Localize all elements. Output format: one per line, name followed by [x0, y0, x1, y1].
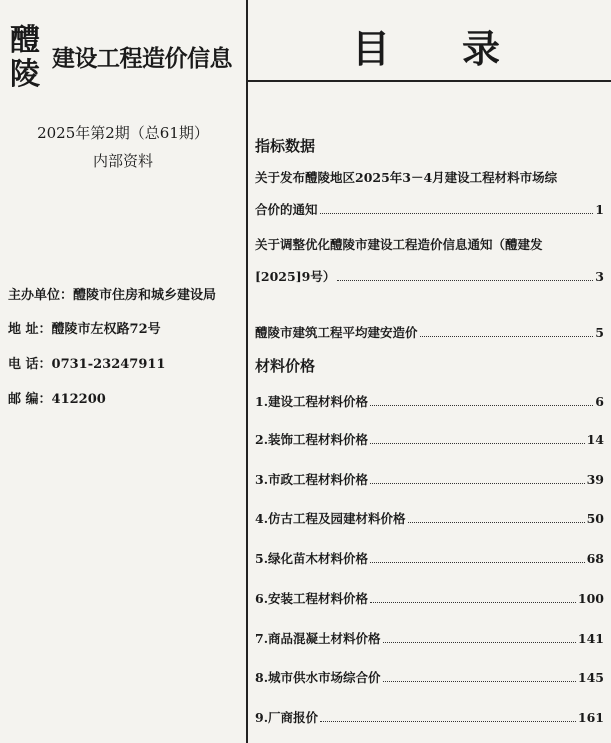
toc-entry-page: 1: [595, 202, 604, 217]
toc-entry[interactable]: [255, 235, 604, 285]
toc-entry-page: 6: [595, 394, 604, 409]
sponsor-row: [8, 284, 216, 303]
toc-entry[interactable]: [255, 668, 604, 686]
section-heading-materials: 材料价格: [255, 357, 316, 375]
toc-entry-page: 141: [577, 631, 604, 646]
toc-entry-line2: [2025]9号）: [255, 269, 336, 284]
toc-entry[interactable]: [255, 430, 604, 448]
issue-number: 2025年第2期（总61期）: [37, 124, 209, 142]
dot-leader: [420, 326, 594, 337]
toc-entry[interactable]: [255, 549, 604, 567]
toc-entry-line1: 关于调整优化醴陵市建设工程造价信息通知（醴建发: [255, 237, 543, 252]
postcode-row: [8, 388, 106, 407]
publication-title: 建设工程造价信息: [52, 46, 232, 72]
dot-leader: [370, 433, 585, 444]
toc-entry-line2: 合价的通知: [255, 202, 318, 217]
dot-leader: [383, 632, 576, 643]
dot-leader: [370, 552, 585, 563]
sponsor-label: 主办单位：: [8, 288, 74, 303]
toc-entry-text: 5.绿化苗木材料价格: [255, 551, 369, 566]
toc-entry-text: 1.建设工程材料价格: [255, 394, 369, 409]
toc-entry-page: 68: [586, 551, 604, 566]
toc-entry-page: 5: [595, 325, 604, 340]
toc-entry-text: 8.城市供水市场综合价: [255, 670, 381, 685]
toc-entry-text: 6.安装工程材料价格: [255, 591, 369, 606]
postcode-label: 邮 编：: [8, 392, 52, 407]
toc-entry-line1: 关于发布醴陵地区2025年3－4月建设工程材料市场综: [255, 170, 558, 185]
logo-char-1: 醴: [10, 23, 39, 58]
toc-entry-page: 39: [586, 472, 604, 487]
dot-leader: [383, 671, 576, 682]
address-row: [8, 318, 161, 337]
dot-leader: [337, 270, 593, 281]
toc-entry-page: 145: [577, 670, 604, 685]
phone-value: 0731-23247911: [51, 357, 166, 372]
dot-leader: [370, 395, 593, 406]
logo-char-2: 陵: [10, 57, 39, 92]
logo: [10, 24, 52, 92]
vertical-divider: [246, 0, 248, 743]
toc-entry-page: 3: [595, 269, 604, 284]
toc-entry[interactable]: [255, 509, 604, 527]
toc-title: 目录: [352, 26, 573, 71]
toc-entry-text: 2.装饰工程材料价格: [255, 432, 369, 447]
postcode-value: 412200: [51, 392, 106, 407]
toc-entry-text: 4.仿古工程及园建材料价格: [255, 511, 406, 526]
toc-entry[interactable]: [255, 470, 604, 488]
dot-leader: [370, 592, 576, 603]
toc-entry-text: 醴陵市建筑工程平均建安造价: [255, 325, 418, 340]
address-label: 地 址：: [8, 322, 52, 337]
toc-entry[interactable]: [255, 323, 604, 341]
toc-entry-text: 9.厂商报价: [255, 710, 319, 725]
toc-entry-text: 3.市政工程材料价格: [255, 472, 369, 487]
dot-leader: [320, 711, 576, 722]
toc-entry[interactable]: [255, 589, 604, 607]
dot-leader: [320, 203, 594, 214]
toc-entry[interactable]: [255, 168, 604, 218]
toc-entry-page: 161: [577, 710, 604, 725]
toc-entry-page: 100: [577, 591, 604, 606]
toc-entry-page: 50: [586, 511, 604, 526]
toc-entry[interactable]: [255, 392, 604, 410]
dot-leader: [408, 512, 585, 523]
sponsor-value: 醴陵市住房和城乡建设局: [73, 288, 217, 303]
toc-entry-text: 7.商品混凝土材料价格: [255, 631, 381, 646]
toc-entry-page: 14: [586, 432, 604, 447]
dot-leader: [370, 473, 585, 484]
internal-note: 内部资料: [92, 152, 153, 170]
phone-row: [8, 353, 165, 372]
toc-entry[interactable]: [255, 708, 604, 726]
horizontal-divider: [246, 80, 611, 82]
phone-label: 电 话：: [8, 357, 52, 372]
toc-entry[interactable]: [255, 629, 604, 647]
address-value: 醴陵市左权路72号: [51, 322, 161, 337]
section-heading-indicators: 指标数据: [255, 137, 316, 155]
